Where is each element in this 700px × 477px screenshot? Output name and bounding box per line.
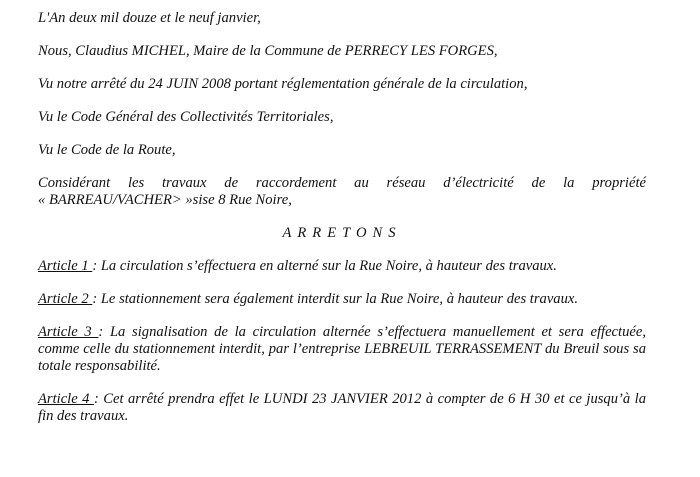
mayor-line: Nous, Claudius MICHEL, Maire de la Commune de PERRECY LES FORGES, [38, 43, 498, 59]
considerant-line-1: Considérant les travaux de raccordement au réseau d’électricité de la propriété [38, 175, 646, 191]
reference-decree-line: Vu notre arrêté du 24 JUIN 2008 portant réglementation générale de la circulation, [38, 76, 528, 92]
article-1-label: Article 1 [38, 258, 93, 274]
decree-document [38, 10, 646, 441]
article-1-text: : La circulation s’effectuera en alterné sur la Rue Noire, à hauteur des travaux. [92, 258, 557, 274]
article-3-text: : La signalisation de la circulation alternée s’effectuera manuellement et sera effectuée, comme celle du stationnement interdit, par l’entreprise LEBREUIL TERRASSEMENT du Breuil sous sa totale responsabilité. [38, 324, 646, 374]
article-4-label: Article 4 [38, 391, 94, 407]
reference-code-route-line: Vu le Code de la Route, [38, 142, 176, 158]
article-3-label: Article 3 [38, 324, 99, 340]
article-1 [38, 258, 646, 275]
considerant-paragraph [38, 175, 646, 209]
reference-code-collectivites-line: Vu le Code Général des Collectivités Territoriales, [38, 109, 334, 125]
article-4-text: : Cet arrêté prendra effet le LUNDI 23 JANVIER 2012 à compter de 6 H 30 et ce jusqu’à la fin des travaux. [38, 391, 647, 424]
article-4 [38, 391, 646, 425]
article-2-label: Article 2 [38, 291, 93, 307]
article-2-text: : Le stationnement sera également interdit sur la Rue Noire, à hauteur des travaux. [92, 291, 579, 307]
date-line: L'An deux mil douze et le neuf janvier, [38, 10, 261, 26]
arretons-heading: ARRETONS [282, 225, 402, 241]
article-3 [38, 324, 646, 375]
considerant-line-2: « BARREAU/VACHER> »sise 8 Rue Noire, [38, 192, 292, 208]
article-2 [38, 291, 646, 308]
